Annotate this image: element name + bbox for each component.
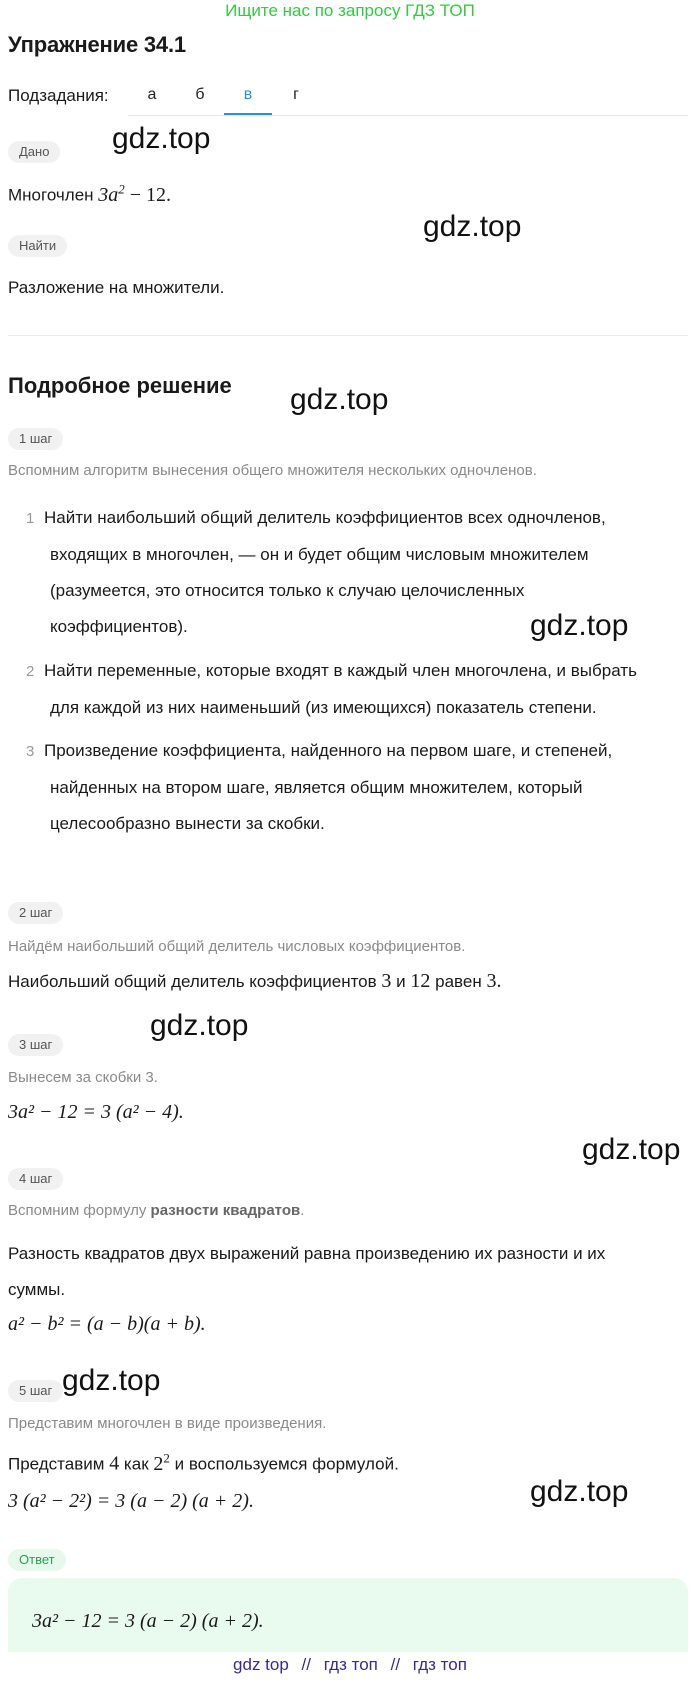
- list-item: 1 Найти наибольший общий делитель коэффициентов всех одночленов, входящих в многочлен, — он и будет общим числовым множителем (разумеется, это относится только к случаю целочисленных коэффициентов).: [26, 508, 606, 636]
- step4-text: Разность квадратов двух выражений равна произведению их разности и их суммы.: [8, 1244, 606, 1299]
- step2-text: Наибольший общий делитель коэффициентов 3 и 12 равен 3.: [8, 970, 502, 992]
- watermark: gdz.top: [150, 1009, 249, 1042]
- given-text: [8, 177, 171, 208]
- page-title: Упражнение 34.1: [8, 32, 186, 57]
- answer-pill: Ответ: [8, 1549, 66, 1571]
- watermark: gdz.top: [530, 609, 629, 642]
- tab-v[interactable]: в: [224, 76, 272, 115]
- answer-formula: 3a² − 12 = 3 (a − 2) (a + 2).: [32, 1610, 264, 1632]
- footer-link[interactable]: gdz top: [233, 1655, 289, 1674]
- given-prefix: Многочлен: [8, 185, 94, 205]
- watermark: gdz.top: [112, 122, 211, 155]
- given-formula: $3a^2 - 12$.: [98, 181, 172, 206]
- footer-link[interactable]: гдз топ: [412, 1655, 467, 1674]
- step3-formula: 3a² − 12 = 3 (a² − 4).: [8, 1101, 184, 1123]
- step1-intro: Вспомним алгоритм вынесения общего множителя нескольких одночленов.: [8, 462, 537, 479]
- step4-formula: a² − b² = (a − b)(a + b).: [8, 1313, 206, 1335]
- tab-b[interactable]: б: [195, 86, 205, 103]
- watermark: gdz.top: [530, 1475, 629, 1508]
- watermark: gdz.top: [62, 1364, 161, 1397]
- watermark: gdz.top: [423, 210, 522, 243]
- find-pill: Найти: [8, 235, 67, 257]
- step5-formula: 3 (a² − 2²) = 3 (a − 2) (a + 2).: [8, 1490, 254, 1512]
- tab-g[interactable]: г: [293, 86, 299, 103]
- step3-pill: 3 шаг: [8, 1034, 63, 1056]
- step5-pill: 5 шаг: [8, 1380, 63, 1402]
- step5-intro: Представим многочлен в виде произведения.: [8, 1415, 327, 1432]
- step1-pill: 1 шаг: [8, 428, 63, 450]
- step2-intro: Найдём наибольший общий делитель числовых коэффициентов.: [8, 938, 466, 955]
- solution-title: Подробное решение: [8, 373, 232, 398]
- watermark: gdz.top: [290, 383, 389, 416]
- find-text: Разложение на множители.: [8, 278, 225, 297]
- step3-intro: Вынесем за скобки 3.: [8, 1069, 158, 1086]
- top-banner[interactable]: Ищите нас по запросу ГДЗ ТОП: [225, 1, 475, 20]
- given-pill: Дано: [8, 141, 60, 163]
- subtasks-label: Подзадания:: [8, 86, 109, 105]
- list-item: 3 Произведение коэффициента, найденного на первом шаге, и степеней, найденных на втором шаге, является общим множителем, который целесообразно вынести за скобки.: [26, 741, 613, 833]
- step2-pill: 2 шаг: [8, 902, 63, 924]
- footer-separator: //: [301, 1655, 311, 1674]
- subtask-tabs: [128, 76, 688, 116]
- list-item: 2 Найти переменные, которые входят в каждый член многочлена, и выбрать для каждой из них наименьший (из имеющихся) показатель степени.: [26, 661, 637, 717]
- divider: [8, 335, 688, 336]
- footer-separator: //: [390, 1655, 401, 1674]
- step5-text: Представим 4 как $2^2$ и воспользуемся формулой.: [8, 1450, 399, 1475]
- step4-intro: Вспомним формулу разности квадратов.: [8, 1202, 305, 1219]
- step4-pill: 4 шаг: [8, 1168, 63, 1190]
- tab-a[interactable]: а: [147, 86, 157, 103]
- footer-link[interactable]: гдз топ: [323, 1655, 378, 1674]
- watermark: gdz.top: [582, 1133, 681, 1166]
- footer: [0, 1652, 700, 1681]
